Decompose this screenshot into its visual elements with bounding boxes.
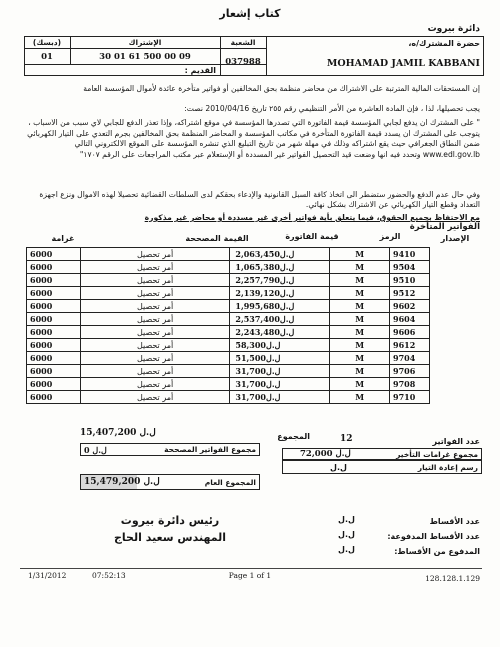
fines-total-row bbox=[300, 449, 370, 459]
invoice-row bbox=[27, 352, 430, 365]
issue-cell: 9710 bbox=[390, 391, 430, 404]
amount-value: 51,500 bbox=[235, 353, 266, 363]
amount-value: 31,700 bbox=[235, 366, 266, 376]
amount-value: 2,139,120 bbox=[235, 288, 280, 298]
article-ten-paragraph: " على المشترك ان يدفع لجابي المؤسسة قيمة الفاتورة التي تصدرها المؤسسة في موقع اشتراكه، وإذا تعذر الدفع للجابي لاي سبب من الاسباب ، يتوجب على المشترك ان يسدد قيمة الفاتورة المتأخرة في مكاتب المؤسسة و المحاضر المنظمة بحق المخالفين بجرم التعدي على التيار الكهربائي ضمن النطاق الجغرافي حيث يقع اشتراكه وذلك في مهلة شهر من تاريخ التبليغ الذي تنشره المؤسسة على الموقع الالكتروني التالي www.edl.gov.lb وتحدد فيه انها وضعت قيد التحصيل الفواتير غير المسددة أو الإستعلام عبر مكتب المراجعات على الرقم ١٧٠٧" bbox=[27, 118, 480, 159]
paid-installments-count-currency: ل.ل bbox=[338, 530, 355, 539]
signature-title: رئيس دائرة بيروت bbox=[120, 514, 220, 527]
collection-status-cell: أمر تحصيل bbox=[80, 248, 230, 261]
symbol-cell: M bbox=[330, 378, 390, 391]
invoice-amount-cell bbox=[230, 261, 330, 274]
symbol-cell: M bbox=[330, 339, 390, 352]
total-currency: ل.ل bbox=[139, 428, 156, 438]
invoice-row bbox=[27, 287, 430, 300]
paid-installments-amount-currency: ل.ل bbox=[338, 545, 355, 554]
invoice-row bbox=[27, 391, 430, 404]
symbol-cell: M bbox=[330, 274, 390, 287]
overdue-invoices-title: الفواتير المتأخرة bbox=[409, 222, 480, 232]
issue-cell: 9602 bbox=[390, 300, 430, 313]
paid-installments-count-label: عدد الأقساط المدفوعة: bbox=[387, 532, 480, 541]
grand-total-label: المجموع العام bbox=[204, 478, 256, 487]
invoice-amount-cell bbox=[230, 287, 330, 300]
invoice-amount-cell bbox=[230, 365, 330, 378]
subscription-header: الإشتراك bbox=[128, 38, 162, 47]
symbol-cell: M bbox=[330, 391, 390, 404]
collection-status-cell: أمر تحصيل bbox=[80, 365, 230, 378]
fine-cell: 6000 bbox=[27, 287, 81, 300]
collection-status-cell: أمر تحصيل bbox=[80, 391, 230, 404]
total-value: 15,407,200 bbox=[80, 428, 137, 438]
issue-cell: 9706 bbox=[390, 365, 430, 378]
invoice-row bbox=[27, 248, 430, 261]
amount-currency: ل.ل bbox=[279, 288, 295, 298]
amount-currency: ل.ل bbox=[266, 353, 281, 363]
collection-status-cell: أمر تحصيل bbox=[80, 313, 230, 326]
client-ip: 128.128.1.129 bbox=[425, 574, 480, 583]
corrected-total-row bbox=[84, 445, 154, 455]
amount-currency: ل.ل bbox=[266, 392, 281, 402]
legal-action-paragraph: وفي حال عدم الدفع والحضور ستضطر الى اتخاذ كافة السبل القانونية والإدعاء بحقكم لدى السلطات القضائية تحصيلا لهذه الاموال ونزع اجهزة التعداد وقطع التيار الكهربائي عن الاشتراك بشكل نهائي. bbox=[39, 190, 480, 209]
invoice-count-label: عدد الفواتير bbox=[432, 437, 480, 446]
issue-cell: 9410 bbox=[390, 248, 430, 261]
corrected-total-label: مجموع الفواتير المصححة bbox=[164, 445, 256, 454]
invoice-amount-cell bbox=[230, 339, 330, 352]
grand-total-value: 15,479,200 bbox=[84, 477, 141, 487]
collection-status-cell: أمر تحصيل bbox=[80, 378, 230, 391]
invoice-amount-cell bbox=[230, 391, 330, 404]
issue-cell: 9604 bbox=[390, 313, 430, 326]
invoice-row bbox=[27, 365, 430, 378]
old-subscription-label: القديم : bbox=[184, 66, 216, 75]
invoice-amount-cell bbox=[230, 378, 330, 391]
issue-cell: 9510 bbox=[390, 274, 430, 287]
subscription-value: 30 01 61 500 00 09 bbox=[99, 52, 191, 62]
symbol-cell: M bbox=[330, 248, 390, 261]
amount-currency: ل.ل bbox=[279, 262, 295, 272]
amount-value: 2,257,790 bbox=[235, 275, 280, 285]
invoice-count-value: 12 bbox=[340, 434, 353, 444]
fines-total-value: 72,000 bbox=[300, 449, 333, 459]
amount-currency: ل.ل bbox=[266, 379, 281, 389]
reconnect-fee-currency: ل.ل bbox=[330, 463, 347, 472]
total-value-row bbox=[80, 428, 170, 438]
invoice-amount-cell bbox=[230, 313, 330, 326]
amount-value: 58,300 bbox=[235, 340, 266, 350]
amount-currency: ل.ل bbox=[266, 366, 281, 376]
corrected-value-header: القيمة المصححة bbox=[185, 234, 249, 243]
amount-currency: ل.ل bbox=[279, 327, 295, 337]
fine-cell: 6000 bbox=[27, 248, 81, 261]
device-header: (دبسك) bbox=[32, 38, 62, 47]
amount-value: 31,700 bbox=[235, 379, 266, 389]
rights-reserved-note: مع الاحتفاظ بجميع الحقوق، فيما يتعلق بأية فواتير أخرى غير مسددة أو محاضر غير مذكورة bbox=[144, 213, 480, 222]
fine-cell: 6000 bbox=[27, 378, 81, 391]
collection-status-cell: أمر تحصيل bbox=[80, 274, 230, 287]
fine-cell: 6000 bbox=[27, 326, 81, 339]
amount-value: 31,700 bbox=[235, 392, 266, 402]
invoice-row bbox=[27, 339, 430, 352]
corrected-total-currency: ل.ل bbox=[92, 445, 107, 455]
invoice-row bbox=[27, 378, 430, 391]
fine-cell: 6000 bbox=[27, 352, 81, 365]
invoice-amount-cell bbox=[230, 300, 330, 313]
issue-cell: 9708 bbox=[390, 378, 430, 391]
invoice-amount-cell bbox=[230, 274, 330, 287]
issue-cell: 9612 bbox=[390, 339, 430, 352]
invoice-row bbox=[27, 326, 430, 339]
fine-cell: 6000 bbox=[27, 313, 81, 326]
collection-status-cell: أمر تحصيل bbox=[80, 326, 230, 339]
signature-name: المهندس سعيد الحاج bbox=[114, 531, 226, 544]
intro-paragraph: إن المستحقات المالية المترتبة على الاشتراك من محاضر منظمة بحق المخالفين أو فواتير متأخرة عائدة لأموال المؤسسة العامة bbox=[83, 84, 480, 93]
issue-cell: 9704 bbox=[390, 352, 430, 365]
fine-cell: 6000 bbox=[27, 391, 81, 404]
invoices-table bbox=[26, 247, 430, 404]
installments-count-currency: ل.ل bbox=[338, 515, 355, 524]
collection-status-cell: أمر تحصيل bbox=[80, 352, 230, 365]
invoice-amount-cell bbox=[230, 248, 330, 261]
invoice-amount-header: قيمة الفاتورة bbox=[285, 232, 339, 241]
amount-currency: ل.ل bbox=[279, 301, 295, 311]
amount-currency: ل.ل bbox=[279, 275, 295, 285]
invoice-row bbox=[27, 300, 430, 313]
collection-status-cell: أمر تحصيل bbox=[80, 261, 230, 274]
amount-currency: ل.ل bbox=[266, 340, 281, 350]
document-title: كتاب إشعار bbox=[219, 7, 281, 20]
issue-cell: 9504 bbox=[390, 261, 430, 274]
symbol-cell: M bbox=[330, 352, 390, 365]
amount-value: 1,995,680 bbox=[235, 301, 280, 311]
fine-cell: 6000 bbox=[27, 261, 81, 274]
fine-column-header: غرامة bbox=[51, 234, 75, 243]
amount-currency: ل.ل bbox=[279, 314, 295, 324]
symbol-cell: M bbox=[330, 313, 390, 326]
device-value: 01 bbox=[41, 52, 53, 62]
fine-cell: 6000 bbox=[27, 274, 81, 287]
corrected-total-value: 0 bbox=[84, 445, 90, 455]
symbol-cell: M bbox=[330, 365, 390, 378]
invoice-row bbox=[27, 261, 430, 274]
amount-value: 2,063,450 bbox=[235, 249, 280, 259]
symbol-header: الرمز bbox=[379, 232, 401, 241]
invoice-amount-cell bbox=[230, 326, 330, 339]
print-date: 1/31/2012 bbox=[28, 571, 67, 580]
amount-value: 2,243,480 bbox=[235, 327, 280, 337]
print-time: 07:52:13 bbox=[92, 571, 126, 580]
collection-status-cell: أمر تحصيل bbox=[80, 339, 230, 352]
amount-value: 2,537,400 bbox=[235, 314, 280, 324]
amount-currency: ل.ل bbox=[279, 249, 295, 259]
department-name: دائرة بيروت bbox=[427, 24, 480, 34]
fines-total-currency: ل.ل bbox=[335, 449, 351, 459]
symbol-cell: M bbox=[330, 287, 390, 300]
attention-line: حضرة المشترك/ه، bbox=[408, 39, 480, 48]
fine-cell: 6000 bbox=[27, 339, 81, 352]
division-header: الشعبة bbox=[230, 38, 256, 47]
regulation-paragraph: يجب تحصيلها، لذا ، فإن المادة العاشرة من الأمر التنظيمي رقم ٢٥٥ تاريخ 2010/04/16 نصت: bbox=[184, 104, 480, 113]
fine-cell: 6000 bbox=[27, 300, 81, 313]
installments-count-label: عدد الأقساط bbox=[429, 517, 480, 526]
division-value: 037988 bbox=[225, 57, 261, 67]
fine-cell: 6000 bbox=[27, 365, 81, 378]
invoice-amount-cell bbox=[230, 352, 330, 365]
grand-total-row bbox=[84, 477, 174, 487]
issue-cell: 9512 bbox=[390, 287, 430, 300]
issue-cell: 9606 bbox=[390, 326, 430, 339]
amount-value: 1,065,380 bbox=[235, 262, 280, 272]
issue-header: الإصدار bbox=[440, 234, 470, 243]
total-label: المجموع bbox=[277, 432, 310, 441]
invoice-row bbox=[27, 313, 430, 326]
paid-installments-amount-label: المدفوع من الأقساط: bbox=[394, 547, 480, 556]
subscriber-name: MOHAMAD JAMIL KABBANI bbox=[326, 58, 480, 69]
reconnect-fee-label: رسم إعادة التيار bbox=[417, 463, 478, 472]
collection-status-cell: أمر تحصيل bbox=[80, 300, 230, 313]
fines-total-label: مجموع غرامات التأخير bbox=[396, 450, 478, 459]
symbol-cell: M bbox=[330, 300, 390, 313]
invoice-row bbox=[27, 274, 430, 287]
symbol-cell: M bbox=[330, 326, 390, 339]
grand-total-currency: ل.ل bbox=[143, 477, 160, 487]
symbol-cell: M bbox=[330, 261, 390, 274]
collection-status-cell: أمر تحصيل bbox=[80, 287, 230, 300]
page-number: Page 1 of 1 bbox=[228, 571, 272, 580]
